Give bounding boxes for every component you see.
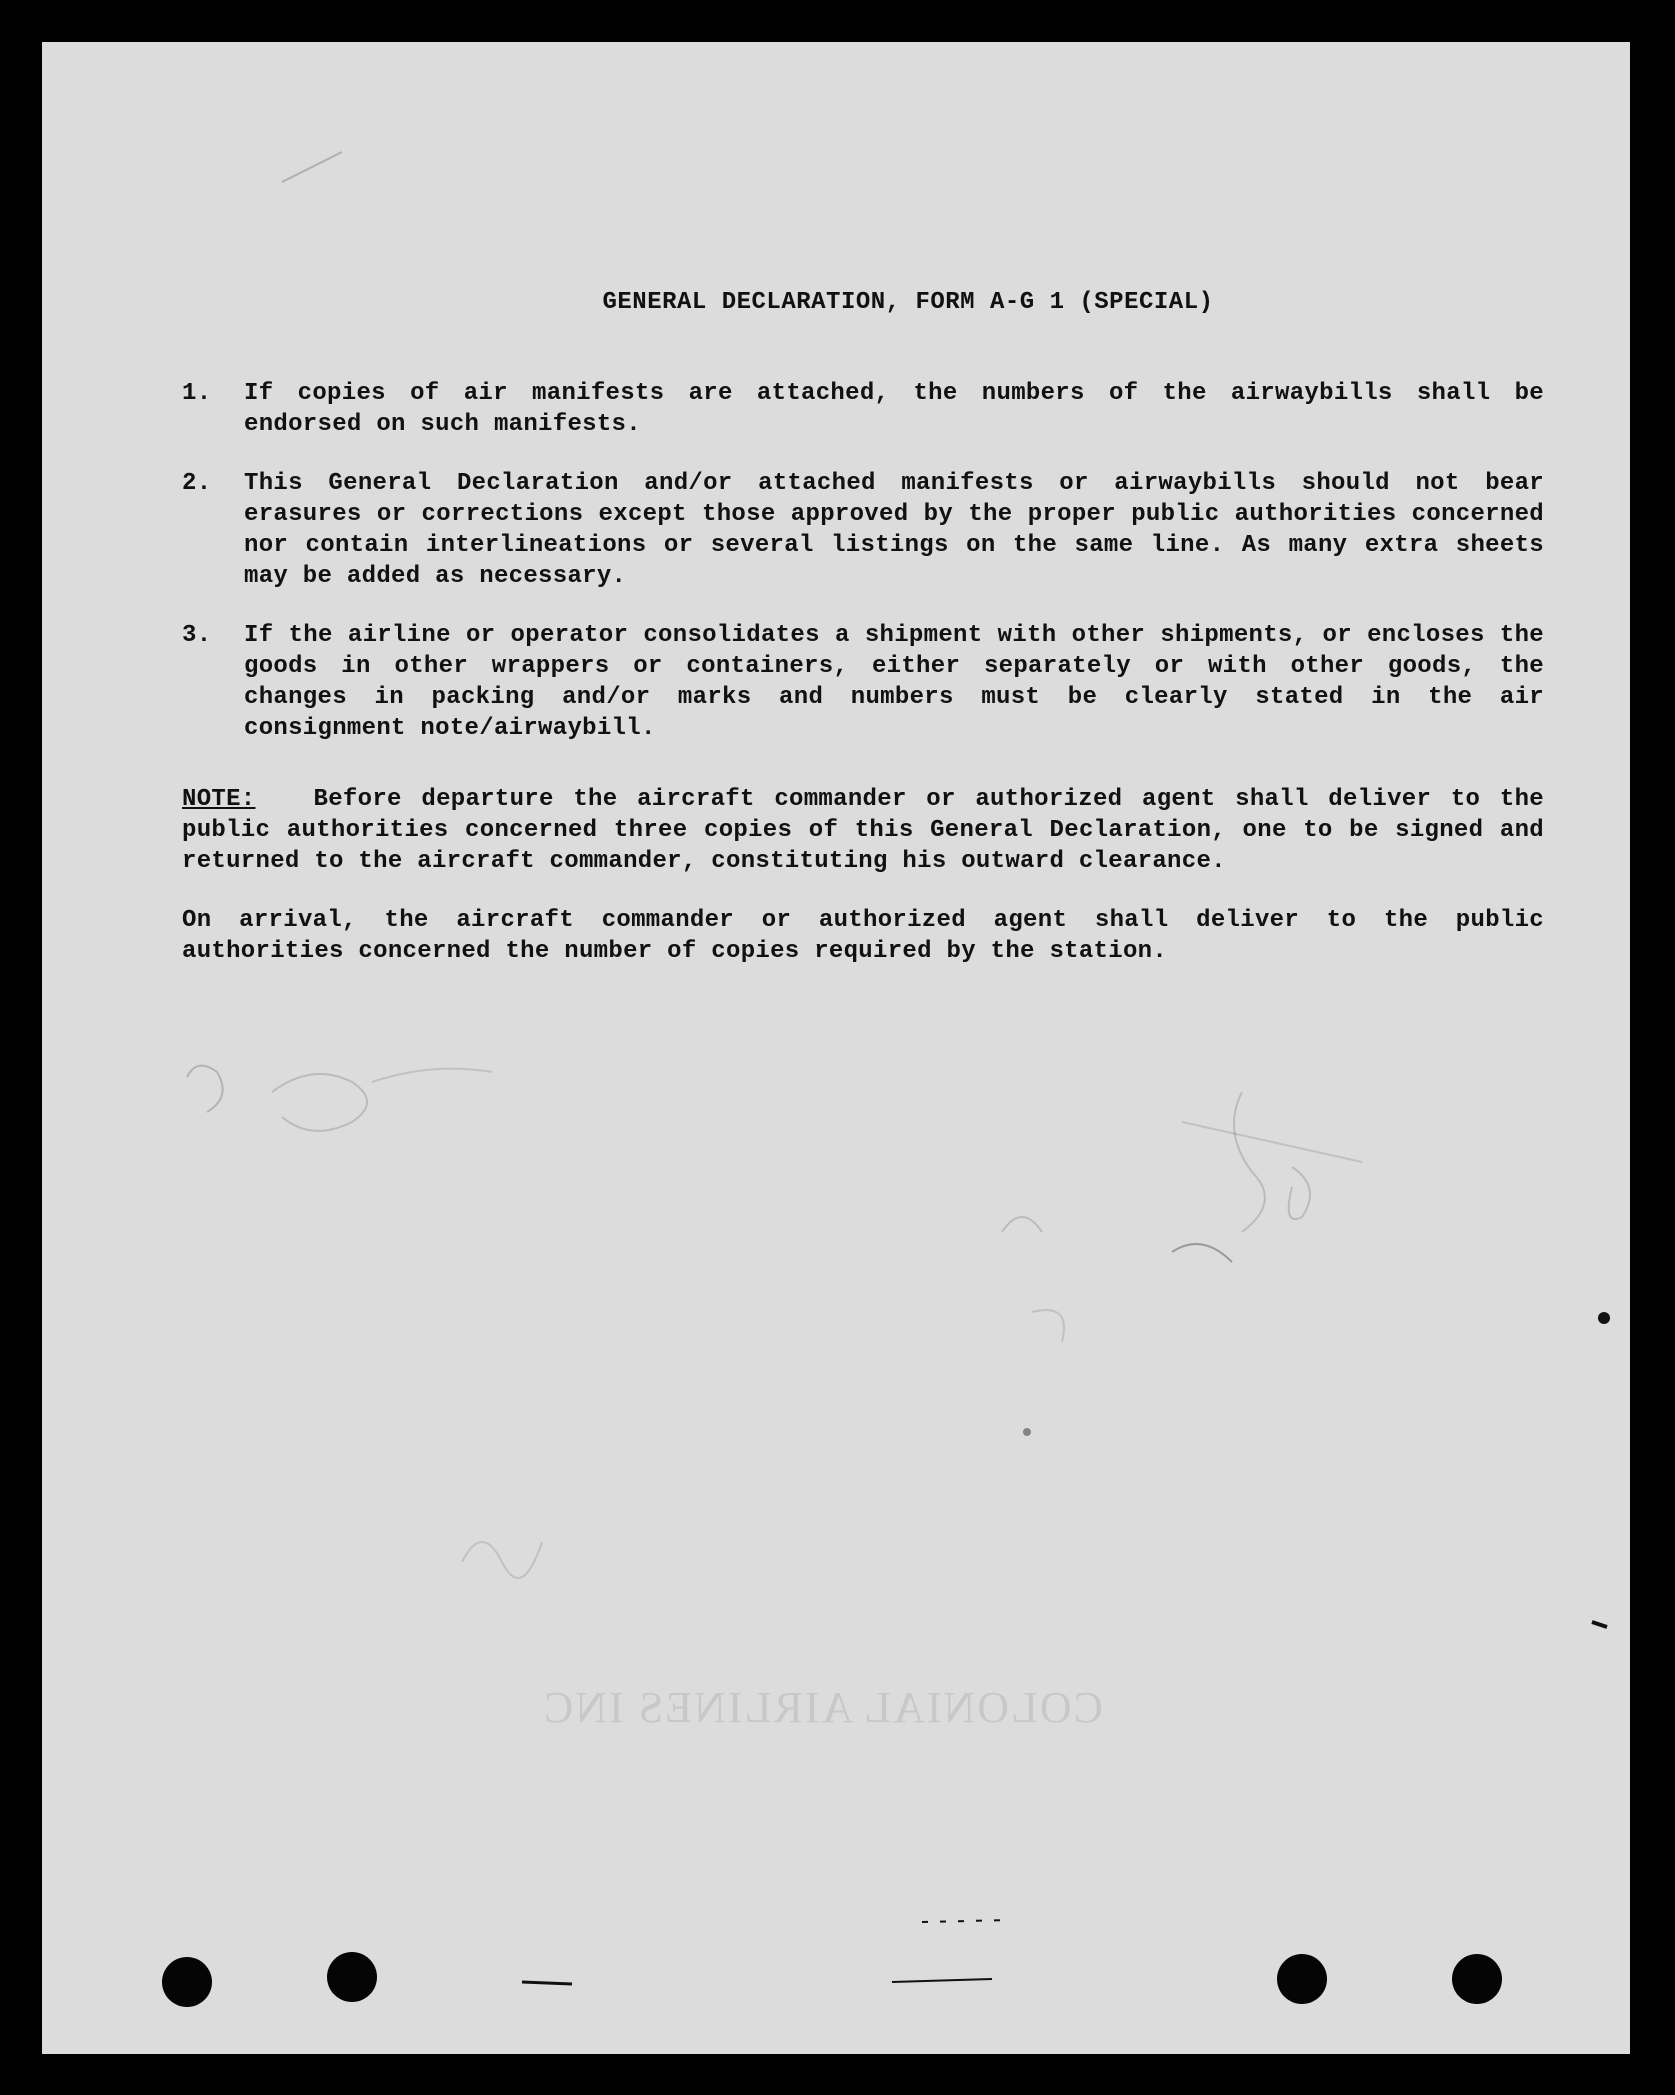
item-text: If copies of air manifests are attached, the numbers of the airwaybills shall be endorsed on such manifests. (244, 380, 1544, 438)
document-page (42, 42, 1630, 2054)
bleed-through-stamp: COLONIAL AIRLINES INC (542, 1683, 1103, 1732)
declaration-body (182, 287, 1544, 967)
list-item (182, 468, 1544, 592)
item-number: 1. (182, 380, 212, 407)
note-paragraph (182, 784, 1544, 877)
item-number: 3. (182, 622, 212, 649)
list-item (182, 620, 1544, 744)
item-number: 2. (182, 470, 212, 497)
note-label: NOTE: (182, 786, 256, 813)
punch-hole (327, 1952, 377, 2002)
item-text: If the airline or operator consolidates a shipment with other shipments, or encloses the goods in other wrappers or containers, either separately or with other goods, the changes in packing and/or marks and numbers must be clearly stated in the air consignment note/airwaybill. (244, 622, 1544, 742)
page-title: GENERAL DECLARATION, FORM A-G 1 (SPECIAL) (602, 289, 1214, 316)
item-text: This General Declaration and/or attached manifests or airwaybills should not bear erasures or corrections except those approved by the proper public authorities concerned nor contain interlineations or several listings on the same line. As many extra sheets may be added as necessary. (244, 470, 1544, 590)
arrival-paragraph: On arrival, the aircraft commander or authorized agent shall deliver to the public authorities concerned the number of copies required by the station. (182, 907, 1544, 965)
note-text: Before departure the aircraft commander or authorized agent shall deliver to the public authorities concerned three copies of this General Declaration, one to be signed and returned to the aircraft commander, constituting his outward clearance. (182, 786, 1544, 875)
list-item (182, 378, 1544, 440)
punch-hole (162, 1957, 212, 2007)
punch-hole (1277, 1954, 1327, 2004)
punch-hole (1452, 1954, 1502, 2004)
